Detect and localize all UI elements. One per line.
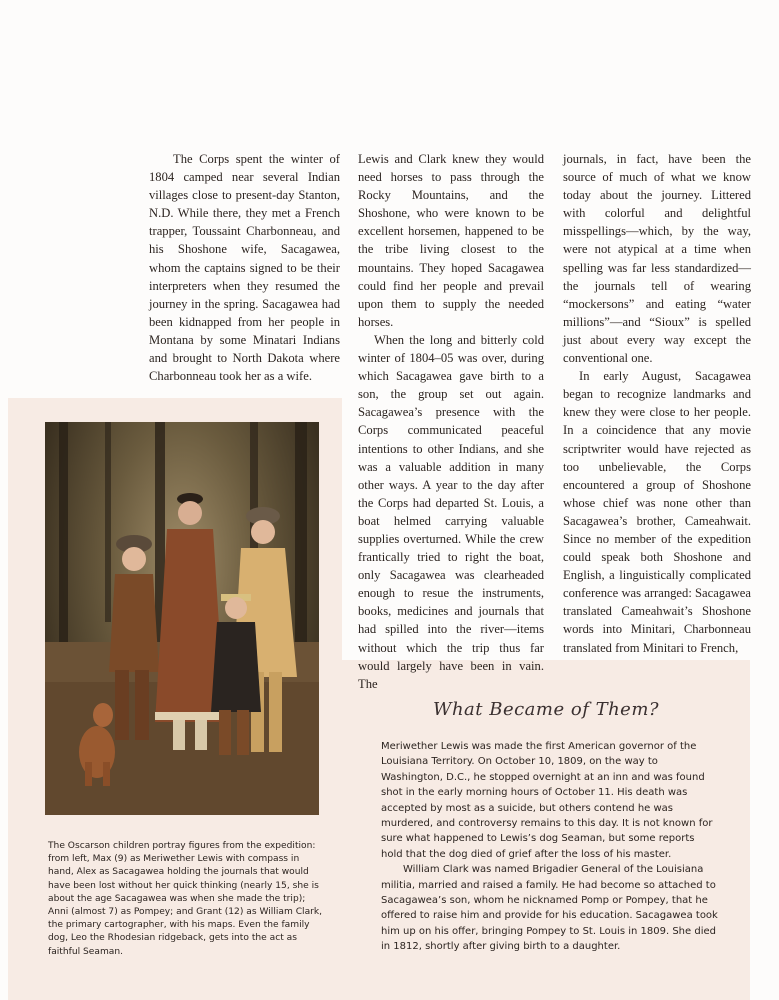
expedition-costume-photo xyxy=(45,422,319,815)
article-column-1 xyxy=(149,150,340,385)
caption-text: The Oscarson children portray figures from the expedition: from left, Max (9) as Meriwether Lewis with compass in hand, Alex as Sacagawea holding the journals that would have been lost without her quick thinking (nearly 15, she is about the age Sacagawea was when she made the trip); Anni (almost 7) as Pompey; and Grant (12) as William Clark, the primary cartographer, with his maps. Even the family dog, Leo the Rhodesian ridgeback, gets into the act as faithful Seaman. xyxy=(48,841,323,957)
article-column-2 xyxy=(358,150,544,693)
article-paragraph: journals, in fact, have been the source of much of what we know today about the journey. Littered with colorful and delightful misspellings—which, by the way, were not atypical at a time when spelling was far less standardized—the journals tell of wearing “mockersons” and eating “water millions”—and “Sioux” is spelled just about every way except the conventional one. xyxy=(563,152,751,366)
sidebar-body xyxy=(381,739,719,955)
sidebar-paragraph: William Clark was named Brigadier General of the Louisiana militia, married and raised a family. He had become so attached to Sacagawea’s son, whom he nicknamed Pomp or Pompey, that he offered to raise him and provide for his education. Sacagawea took him up on his offer, bringing Pompey to St. Louis in 1809. She died in 1812, shortly after giving birth to a daughter. xyxy=(381,864,718,953)
photo-illustration xyxy=(45,422,319,815)
sidebar-paragraph: Meriwether Lewis was made the first American governor of the Louisiana Territory. On October 10, 1809, on the way to Washington, D.C., he stopped overnight at an inn and was found shot in the early morning hours of October 11. His death was accepted by most as a suicide, but others contend he was murdered, and controversy remains to this day. It is not known for sure what happened to Lewis’s dog Seaman, but some reports hold that the dog died of grief after the loss of his master. xyxy=(381,741,713,860)
article-paragraph: Lewis and Clark knew they would need horses to pass through the Rocky Mountains, and the Shoshone, who were known to be excellent horsemen, happened to be the tribe living closest to the mountains. They hoped Sacagawea could find her people and prevail upon them to supply the needed horses. xyxy=(358,152,544,329)
article-column-3 xyxy=(563,150,751,657)
photo-caption xyxy=(48,840,324,959)
article-paragraph: In early August, Sacagawea began to recognize landmarks and knew they were close to her people. In a coincidence that any movie scriptwriter would have rejected as too unbelievable, the Corps encountered a group of Shoshone whose chief was none other than Sacagawea’s brother, Cameahwait. Since no member of the expedition could speak both Shoshone and English, a linguistically complicated conference was arranged: Sacagawea translated Cameahwait’s Shoshone words into Minitari, Charbonneau translated from Minitari to French, xyxy=(563,369,751,655)
article-paragraph: The Corps spent the winter of 1804 camped near several Indian villages close to present-day Stanton, N.D. While there, they met a French trapper, Toussaint Charbonneau, and his Shoshone wife, Sacagawea, whom the captains signed to be their interpreters when they resumed the journey in the spring. Sacagawea had been kidnapped from her people in Montana by some Minatari Indians and brought to North Dakota where Charbonneau took her as a wife. xyxy=(149,152,340,384)
article-paragraph: When the long and bitterly cold winter of 1804–05 was over, during which Sacagawea gave birth to a son, the group set out again. Sacagawea’s presence with the Corps communicated peaceful intentions to other Indians, and she was a valuable addition in many other ways. A year to the day after the Corps had departed St. Louis, a boat helmed carrying valuable supplies overturned. While the crew frantically tried to right the boat, only Sacagawea was clearheaded enough to resue the instruments, books, medicines and journals that had spilled into the river—items without which the trip thus far would largely have been in vain. The xyxy=(358,332,544,691)
sidebar-title: What Became of Them? xyxy=(432,699,660,720)
